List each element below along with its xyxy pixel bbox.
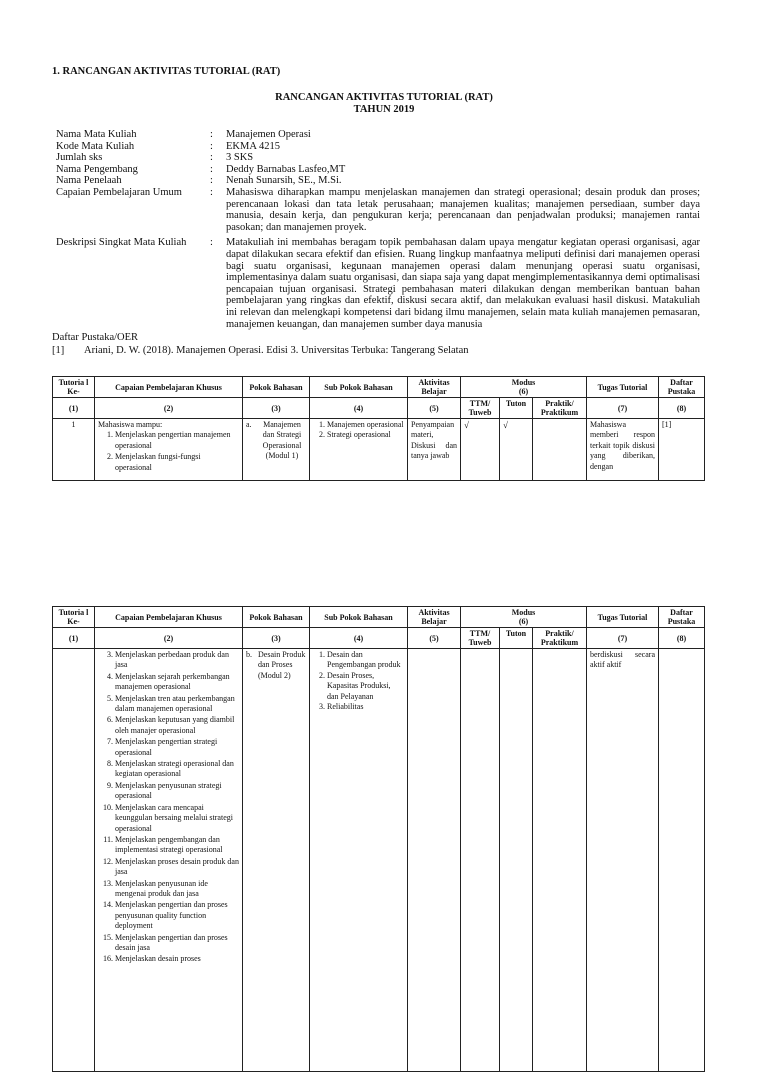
document-title — [0, 92, 768, 116]
document-title-year: TAHUN 2019 — [353, 104, 415, 115]
course-info — [56, 129, 700, 330]
references — [52, 331, 712, 357]
table-row: 1 Mahasiswa mampu: 1. Menjelaskan pengertian manajemen operasional 2. Menjelaskan fungsi-fungsi operasional a. Manajemen dan Strategi Operasional (Modul 1) 1. Manajemen operasional 2. Strategi operasional Penyampaian materi, Diskusi dan tanya jawab √ √ Mahasiswa memberi respon terkait topik diskusi yang diberikan, dengan [1] — [53, 419, 705, 481]
rat-table-1: Tutoria l Ke- Capaian Pembelajaran Khusus Pokok Bahasan Sub Pokok Bahasan Aktivitas Belajar Modus (6) Tugas Tutorial Daftar Pustaka TTM/ Tuweb Tuton Praktik/ Praktikum (1) (2) (3) (4) (5) (7) (8) 1 Mahasiswa mampu: 1. Menjelaskan pengertian manajemen operasional 2. Menjelaskan fungsi-fungsi operasional a. Manajemen dan Strategi Operasional (Modul 1) 1. Manajemen operasional 2. Strategi operasional Penyampaian materi, Diskusi dan tanya jawab √ √ Mahasiswa memberi respon terkait topik diskusi yang diberikan, dengan [1] — [52, 376, 705, 481]
info-row-general-outcome: Capaian Pembelajaran Umum : Mahasiswa diharapkan mampu menjelaskan manajemen dan strategi operasional; desain produk dan proses; perencanaan lokasi dan tata letak perusahaan; manajemen kualitas; manajemen persediaan, sumber daya manusia, desain kerja, dan pengukuran kerja; perencanaan dan penjadwalan produksi; manajemen rantai pasokan; dan manajemen proyek. — [56, 186, 700, 233]
info-row-course-name: Nama Mata Kuliah : Manajemen Operasi — [56, 129, 311, 140]
rat-table-2: Tutoria l Ke- Capaian Pembelajaran Khusus Pokok Bahasan Sub Pokok Bahasan Aktivitas Belajar Modus (6) Tugas Tutorial Daftar Pustaka TTM/ Tuweb Tuton Praktik/ Praktikum (1) (2) (3) (4) (5) (7) (8) 3. Menjelaskan perbedaan produk dan jasa 4. Menjelaskan sejarah perkembangan manajemen operasional 5. Menjelaskan tren atau perkembangan dalam manajemen operasional 6. Menjelaskan keputusan yang diambil oleh manajer operasional 7. Menjelaskan pengertian strategi operasional 8. Menjelaskan strategi operasional dan kegiatan operasional 9. Menjelaskan penyusunan strategi operasional 10. Menjelaskan cara mencapai keunggulan bersaing melalui strategi operasional 11. Menjelaskan pengembangan dan implementasi strategi operasional 12. Menjelaskan proses desain produk dan jasa 13. Menjelaskan penyusunan ide mengenai produk dan jasa 14. Menjelaskan pengertian dan proses penyusunan quality function deployment 15. Menjelaskan pengertian dan proses desain jasa 16. Menjelaskan desain proses b. Desain Produk dan Proses (Modul 2) 1. Desain dan Pengembangan produk 2. Desain Proses, Kapasitas Produksi, dan Pelayanan 3. Reliabilitas berdiskusi secara aktif aktif — [52, 606, 705, 1072]
info-row-description: Deskripsi Singkat Mata Kuliah : Matakuliah ini membahas beragam topik pembahasan dalam upaya mengatur kegiatan operasi organisasi, agar dapat dilakukan secara efektif dan efisien. Ruang lingkup manfaatnya meliputi definisi dari manajemen operasi bagi suatu organisasi, kegunaan manajemen operasi dalam menunjang operasi suatu organisasi, implementasinya dalam suatu organisasi, dan siapa saja yang dapat mengimplementasikannya demi optimalisasi pencapaian tujuan organisasi. Strategi pembahasan materi dilakukan dengan memberikan bantuan bahan pembelajaran yang ringkas dan efektif, diskusi secara aktif, dan melakukan evaluasi hasil diskusi. Matakuliah ini relevan dan melengkapi kompetensi dari bidang ilmu manajemen, selain mata kuliah manajemen pemasaran, manajemen keuangan, dan manajemen sumber daya manusia — [56, 237, 700, 330]
references-title: Daftar Pustaka/OER — [52, 332, 139, 343]
info-row-credits: Jumlah sks : 3 SKS — [56, 152, 254, 164]
info-row-developer: Nama Pengembang : Deddy Barnabas Lasfeo,MT — [56, 163, 346, 175]
info-row-reviewer: Nama Penelaah : Nenah Sunarsih, SE., M.Si. — [56, 175, 342, 187]
info-row-course-code: Kode Mata Kuliah : EKMA 4215 — [56, 140, 280, 152]
table-row: 3. Menjelaskan perbedaan produk dan jasa 4. Menjelaskan sejarah perkembangan manajemen operasional 5. Menjelaskan tren atau perkembangan dalam manajemen operasional 6. Menjelaskan keputusan yang diambil oleh manajer operasional 7. Menjelaskan pengertian strategi operasional 8. Menjelaskan strategi operasional dan kegiatan operasional 9. Menjelaskan penyusunan strategi operasional 10. Menjelaskan cara mencapai keunggulan bersaing melalui strategi operasional 11. Menjelaskan pengembangan dan implementasi strategi operasional 12. Menjelaskan proses desain produk dan jasa 13. Menjelaskan penyusunan ide mengenai produk dan jasa 14. Menjelaskan pengertian dan proses penyusunan quality function deployment 15. Menjelaskan pengertian dan proses desain jasa 16. Menjelaskan desain proses b. Desain Produk dan Proses (Modul 2) 1. Desain dan Pengembangan produk 2. Desain Proses, Kapasitas Produksi, dan Pelayanan 3. Reliabilitas berdiskusi secara aktif aktif — [53, 649, 705, 1072]
section-title: 1. RANCANGAN AKTIVITAS TUTORIAL (RAT) — [52, 66, 281, 77]
reference-item: [1] Ariani, D. W. (2018). Manajemen Operasi. Edisi 3. Universitas Terbuka: Tangerang Selatan — [52, 345, 469, 356]
document-title-main: RANCANGAN AKTIVITAS TUTORIAL (RAT) — [275, 92, 493, 103]
